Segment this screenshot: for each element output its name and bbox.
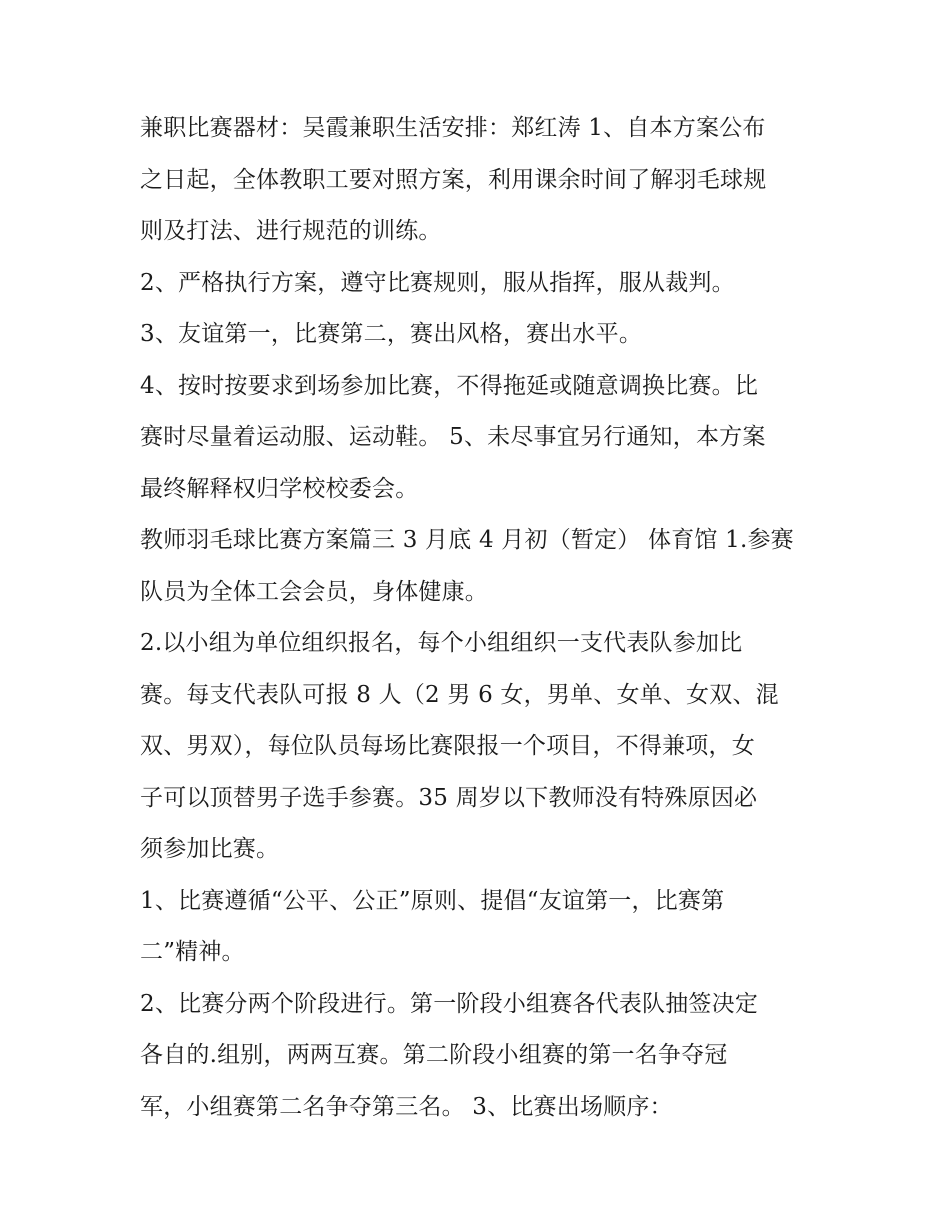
text-line: 须参加比赛。 [140,836,280,862]
text-line: 教师羽毛球比赛方案篇三 3 月底 4 月初（暂定） 体育馆 1.参赛 [140,527,794,553]
text-line: 则及打法、进行规范的训练。 [140,218,442,244]
text-line: 军，小组赛第二名争夺第三名。 3、比赛出场顺序： [140,1093,673,1120]
text-line: 3、友谊第一，比赛第二，赛出风格，赛出水平。 [140,321,643,347]
text-line: 二”精神。 [140,939,245,965]
text-line: 2.以小组为单位组织报名，每个小组组织一支代表队参加比 [140,630,743,656]
document-body [140,103,820,1133]
text-line: 子可以顶替男子选手参赛。35 周岁以下教师没有特殊原因必 [140,784,758,811]
text-line: 队员为全体工会会员，身体健康。 [140,578,488,605]
text-line: 赛。每支代表队可报 8 人（2 男 6 女，男单、女单、女双、混 [140,681,779,708]
text-line: 赛时尽量着运动服、运动鞋。 5、未尽事宜另行通知，本方案 [140,424,766,450]
text-line: 各自的.组别，两两互赛。第二阶段小组赛的第一名争夺冠 [140,1042,728,1068]
text-line: 之日起，全体教职工要对照方案，利用课余时间了解羽毛球规 [140,166,767,193]
text-line: 1、比赛遵循“公平、公正”原则、提倡“友谊第一，比赛第 [140,887,725,914]
text-line: 2、比赛分两个阶段进行。第一阶段小组赛各代表队抽签决定 [140,990,759,1017]
text-line: 4、按时按要求到场参加比赛，不得拖延或随意调换比赛。比 [140,372,759,399]
text-line: 兼职比赛器材：吴霞兼职生活安排：郑红涛 1、自本方案公布 [140,115,766,141]
text-line: 2、严格执行方案，遵守比赛规则，服从指挥，服从裁判。 [140,269,735,296]
text-line: 最终解释权归学校校委会。 [140,475,419,502]
text-line: 双、男双），每位队员每场比赛限报一个项目，不得兼项，女 [140,733,755,759]
